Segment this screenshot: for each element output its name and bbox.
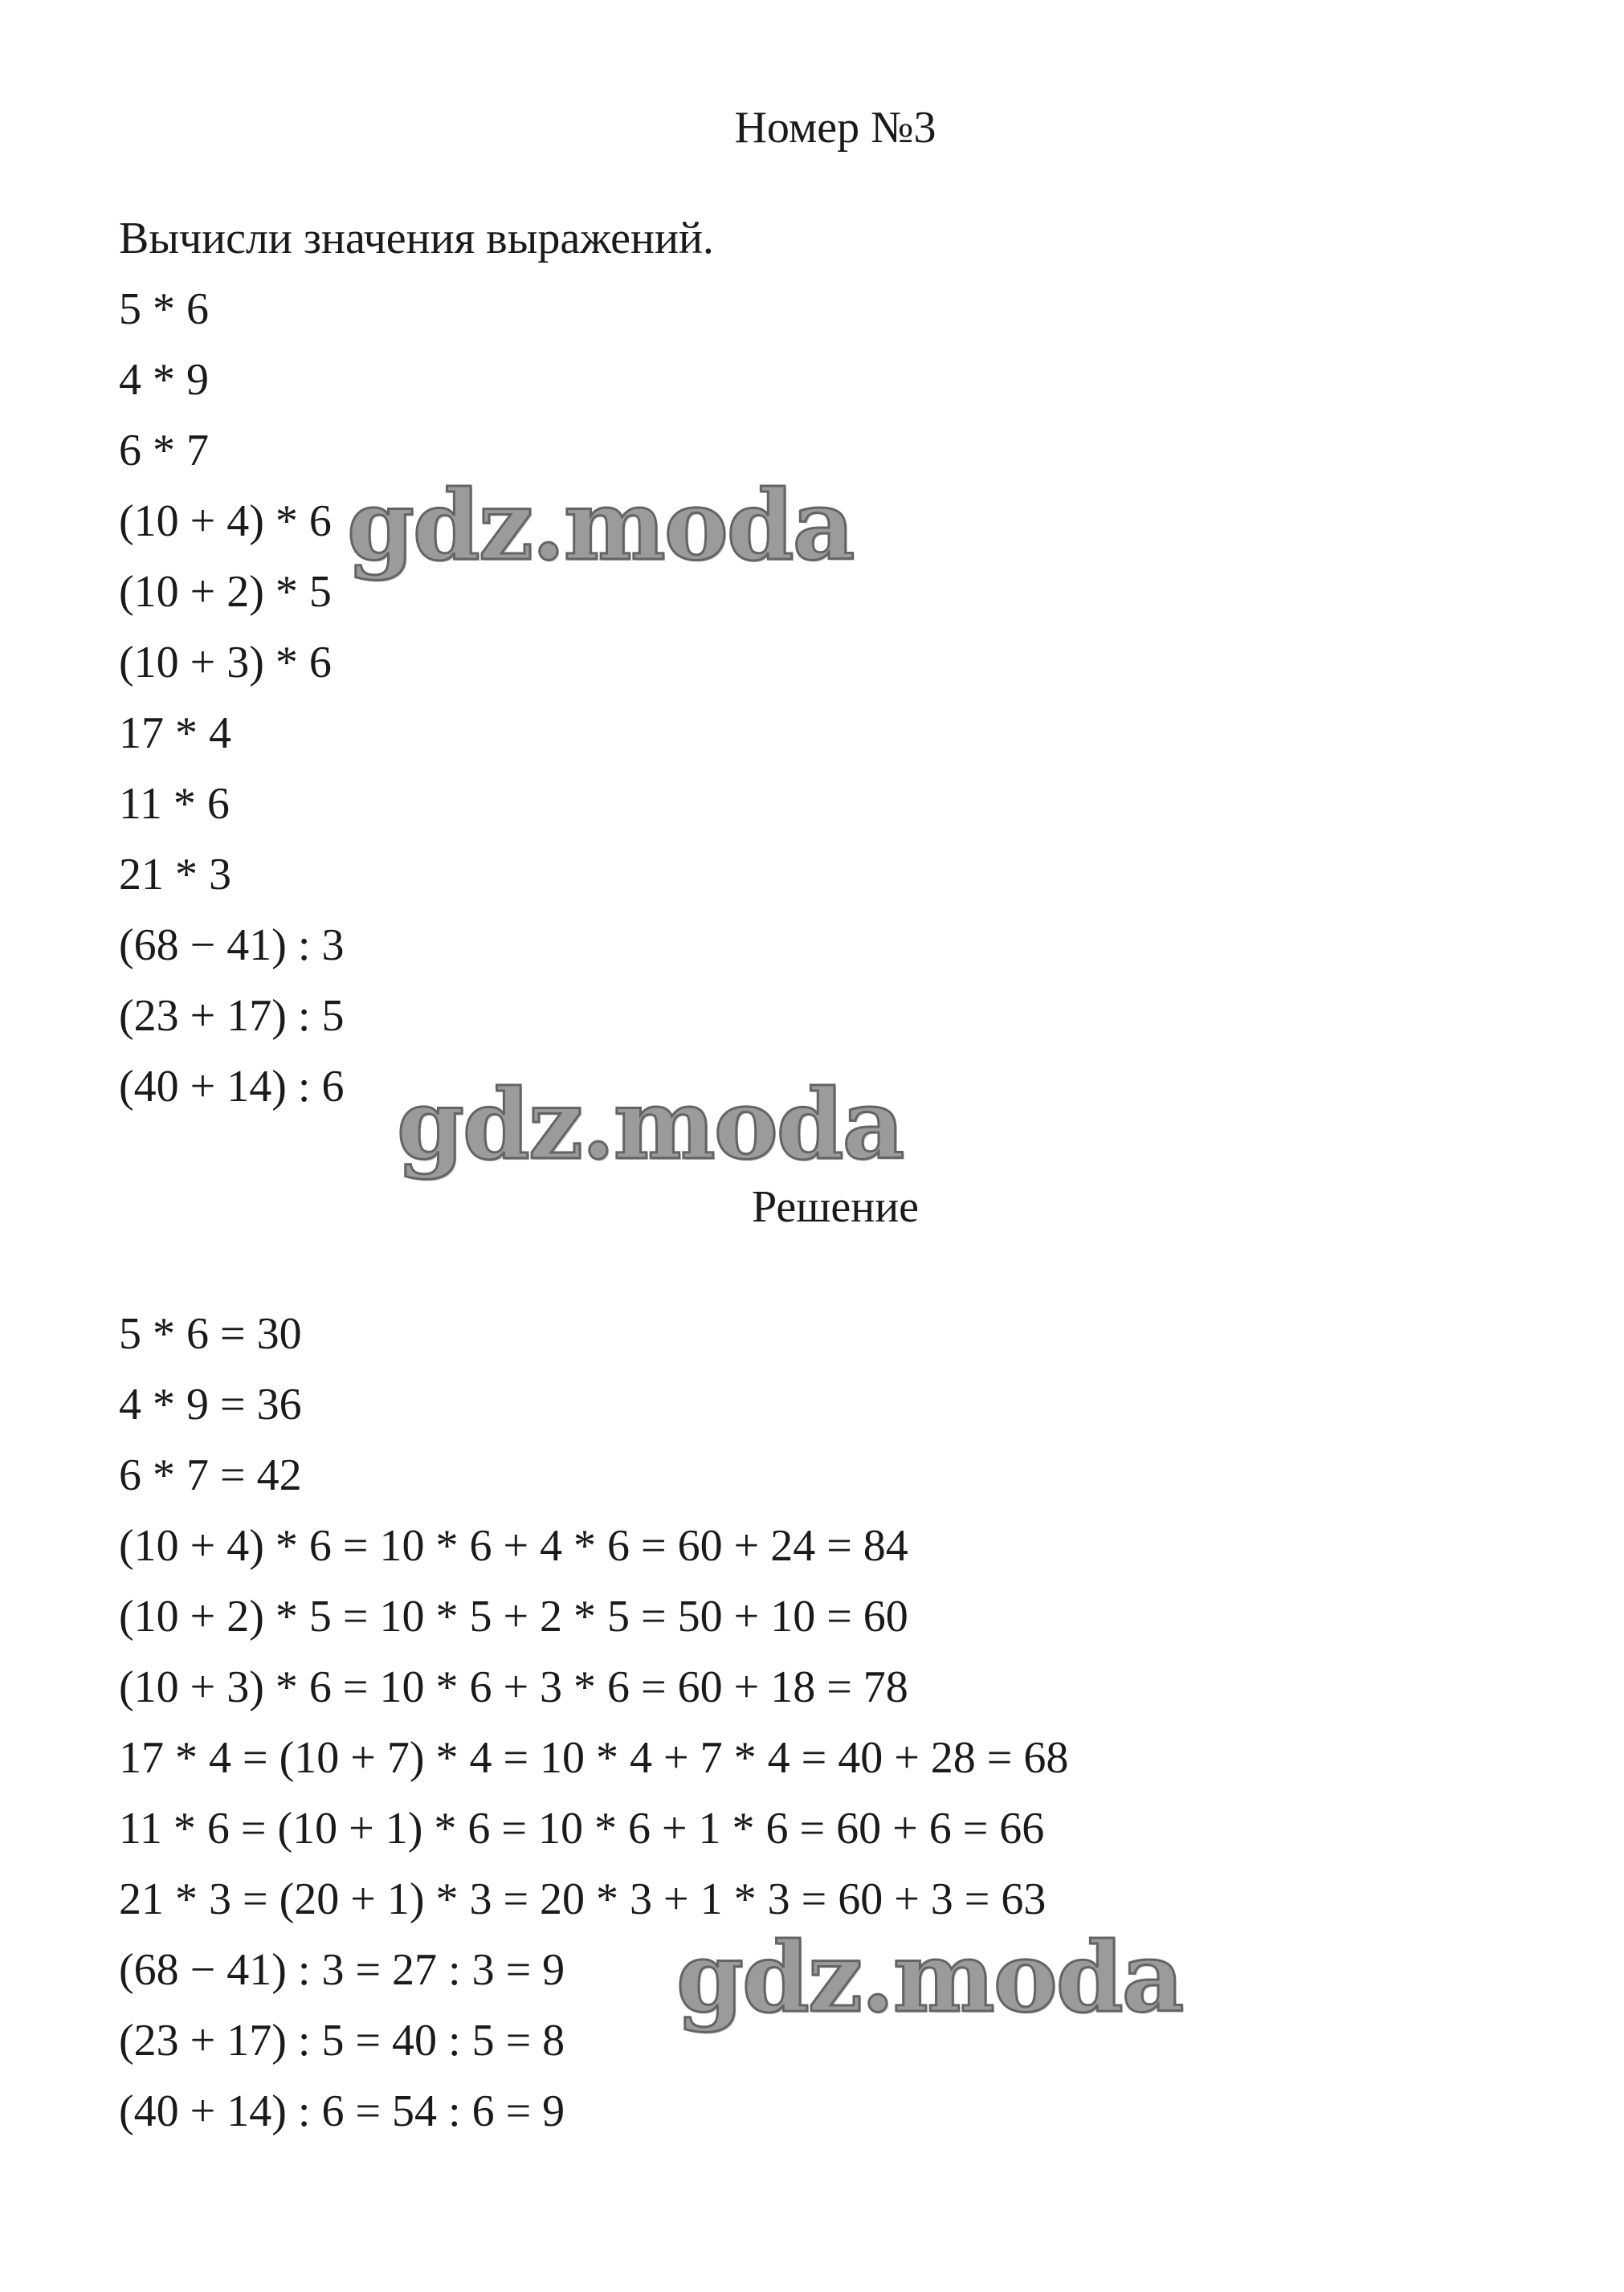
solution-line: 5 * 6 = 30 xyxy=(119,1309,302,1359)
solution-line: (68 − 41) : 3 = 27 : 3 = 9 xyxy=(119,1945,565,1995)
expression-line: (10 + 2) * 5 xyxy=(119,567,332,617)
solution-line: 4 * 9 = 36 xyxy=(119,1380,302,1429)
watermark-logo: gdz.moda xyxy=(676,1921,1183,2034)
solution-line: (40 + 14) : 6 = 54 : 6 = 9 xyxy=(119,2086,565,2136)
expression-line: (40 + 14) : 6 xyxy=(119,1062,345,1111)
solution-line: (23 + 17) : 5 = 40 : 5 = 8 xyxy=(119,2016,565,2066)
problem-title: Номер №3 xyxy=(734,103,936,153)
problem-instruction: Вычисли значения выражений. xyxy=(119,214,714,263)
watermark-logo: gdz.moda xyxy=(347,469,854,582)
solution-line: 21 * 3 = (20 + 1) * 3 = 20 * 3 + 1 * 3 = 60 + 3 = 63 xyxy=(119,1874,1047,1924)
expression-line: (10 + 3) * 6 xyxy=(119,638,332,687)
solution-line: (10 + 4) * 6 = 10 * 6 + 4 * 6 = 60 + 24 = 84 xyxy=(119,1521,908,1571)
expression-line: (10 + 4) * 6 xyxy=(119,496,332,546)
expression-line: 4 * 9 xyxy=(119,355,209,405)
solution-line: 6 * 7 = 42 xyxy=(119,1450,302,1500)
expression-line: (68 − 41) : 3 xyxy=(119,920,345,970)
expression-line: (23 + 17) : 5 xyxy=(119,991,345,1041)
expression-line: 5 * 6 xyxy=(119,284,209,334)
expression-line: 6 * 7 xyxy=(119,426,209,475)
solution-line: (10 + 2) * 5 = 10 * 5 + 2 * 5 = 50 + 10 = 60 xyxy=(119,1592,908,1642)
expression-line: 17 * 4 xyxy=(119,708,231,758)
expression-line: 11 * 6 xyxy=(119,779,230,829)
solution-line: 11 * 6 = (10 + 1) * 6 = 10 * 6 + 1 * 6 = 60 + 6 = 66 xyxy=(119,1804,1045,1854)
watermark-logo: gdz.moda xyxy=(397,1068,904,1181)
solution-line: 17 * 4 = (10 + 7) * 4 = 10 * 4 + 7 * 4 = 40 + 28 = 68 xyxy=(119,1733,1069,1783)
expression-line: 21 * 3 xyxy=(119,850,231,899)
solution-line: (10 + 3) * 6 = 10 * 6 + 3 * 6 = 60 + 18 = 78 xyxy=(119,1662,908,1712)
solution-title: Решение xyxy=(751,1182,920,1232)
